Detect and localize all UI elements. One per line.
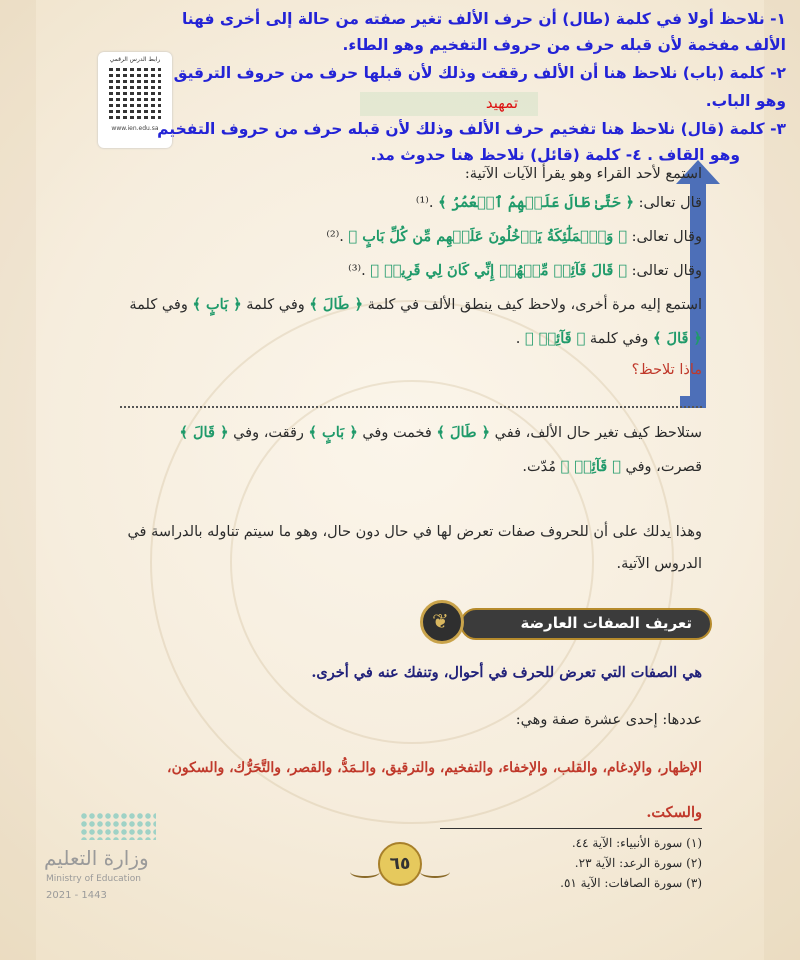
answer-dotted-line: [120, 406, 702, 408]
footnote: (٢) سورة الرعد: الآية ٢٣.: [574, 856, 702, 870]
note-line: ٢- كلمة (باب) نلاحظ هنا أن الألف رققت وذلك لأن قبلها حرف من حروف الترقيق: [173, 64, 786, 82]
listen-text: وفي كلمة: [129, 297, 188, 313]
ministry-name-en: Ministry of Education: [46, 874, 141, 884]
section-banner: [420, 600, 712, 644]
ministry-dots-icon: [80, 812, 156, 840]
listen-text: .: [515, 331, 521, 347]
count-text: عددها: إحدى عشرة صفة وهي:: [515, 712, 702, 728]
footnote: (٣) سورة الصافات: الآية ٥١.: [560, 876, 702, 890]
verse-line: [326, 228, 702, 245]
note-line: وهو القاف . ٤- كلمة (قائل) نلاحظ هنا حدوث مد.: [370, 146, 740, 164]
right-border-ornament: [764, 0, 800, 960]
verse-ref: .⁽³⁾: [348, 263, 366, 279]
observe-text: ستلاحظ كيف تغير حال الألف، ففي: [494, 425, 702, 441]
verse-prefix: وقال تعالى:: [631, 263, 702, 279]
listen-text: وفي كلمة: [246, 297, 305, 313]
listen-line-2: [516, 330, 702, 347]
ministry-logo: [40, 812, 160, 912]
verse-text: ﴿ قَالَ قَآئِلٞ مِّنۡهُمۡ إِنِّي كَانَ لِي قَرِينٞ ﴾: [370, 262, 628, 279]
section-tag: [360, 92, 538, 116]
quran-word: ﴿ طَالَ ﴾: [436, 424, 491, 441]
swirl-right-icon: [420, 866, 450, 878]
quran-word: ﴿ قَالَ ﴾: [653, 330, 702, 347]
footnote-divider: [440, 828, 702, 829]
definition-text: هي الصفات التي تعرض للحرف في أحوال، وتنفك عنه في أخرى.: [311, 664, 702, 681]
observe-text: قصرت، وفي: [625, 459, 702, 475]
verse-prefix: وقال تعالى:: [631, 229, 702, 245]
section-title: تعريف الصفات العارضة: [520, 614, 692, 632]
note-line: ٣- كلمة (قال) نلاحظ هنا تفخيم حرف الألف وذلك لأن قبله حرف من حروف التفخيم: [157, 120, 786, 138]
verse-text: ﴿ وَٱلۡمَلَٰٓئِكَةُ يَدۡخُلُونَ عَلَيۡهِم مِّن كُلِّ بَابٍ ﴾: [348, 228, 628, 245]
note-line: ١- نلاحظ أولا في كلمة (طال) أن حرف الألف تغير صفته من حالة إلى أخرى فهنا: [181, 10, 786, 28]
intro-text: استمع لأحد القراء وهو يقرأ الآيات الآتية:: [464, 166, 702, 182]
observe-text: رققت، وفي: [233, 425, 304, 441]
listen-text: وفي كلمة: [589, 331, 649, 347]
ministry-year: 2021 - 1443: [46, 890, 107, 901]
verse-line: [416, 194, 702, 211]
qr-url: www.ien.edu.sa: [111, 125, 159, 132]
page-number: ٦٥: [378, 842, 422, 886]
page-number-ornament: [350, 840, 450, 892]
quran-word: ﴿ قَآئِلٞ ﴾: [525, 330, 586, 347]
conclusion-line: وهذا يدلك على أن للحروف صفات تعرض لها في حال دون حال، وهو ما سيتم تناوله بالدراسة في: [127, 524, 702, 540]
verse-text: ﴿ حَتَّىٰ طَالَ عَلَيۡهِمُ ٱلۡعُمُرُ ﴾: [438, 194, 635, 211]
section-title-bar: [460, 608, 712, 640]
question-text: ماذا تلاحظ؟: [631, 362, 702, 378]
verse-ref: .⁽¹⁾: [415, 195, 434, 211]
footnote: (١) سورة الأنبياء: الآية ٤٤.: [571, 836, 702, 850]
verse-line: [348, 262, 702, 279]
quran-word: ﴿ قَالَ ﴾: [179, 424, 229, 441]
leaf-ornament-icon: ❦: [420, 600, 464, 644]
attributes-list: الإظهار، والإدغام، والقلب، والإخفاء، والتفخيم، والترقيق، والـمَدُّ، والقصر، والتَّحَرُّك، والسكون،: [167, 760, 702, 776]
note-line: الألف مفخمة لأن قبله حرف من حروف التفخيم وهو الطاء.: [342, 36, 786, 54]
note-line: وهو الباب.: [705, 92, 786, 110]
left-border-ornament: [0, 0, 36, 960]
quran-word: ﴿ بَابٍ ﴾: [308, 424, 358, 441]
attributes-list: والسكت.: [646, 804, 702, 821]
verse-ref: .⁽²⁾: [326, 229, 344, 245]
ministry-name-ar: وزارة التعليم: [44, 846, 149, 870]
observe-line-1: [179, 424, 702, 441]
quran-word: ﴿ طَالَ ﴾: [309, 296, 363, 313]
verse-prefix: قال تعالى:: [638, 195, 702, 211]
observe-text: مُدّت.: [522, 459, 557, 475]
observe-line-2: [522, 458, 702, 475]
tamheed-label: تمهيد: [485, 94, 518, 112]
observe-text: فخمت وفي: [362, 425, 432, 441]
qr-code-icon: [109, 67, 161, 119]
quran-word: ﴿ قَآئِلٞ ﴾: [560, 458, 621, 475]
listen-text: استمع إليه مرة أخرى، ولاحظ كيف ينطق الألف في كلمة: [367, 297, 702, 313]
swirl-left-icon: [350, 866, 380, 878]
qr-caption: رابط الدرس الرقمي: [109, 56, 161, 63]
conclusion-line: الدروس الآتية.: [616, 556, 702, 572]
listen-line-1: [129, 296, 702, 313]
quran-word: ﴿ بَابٍ ﴾: [192, 296, 242, 313]
